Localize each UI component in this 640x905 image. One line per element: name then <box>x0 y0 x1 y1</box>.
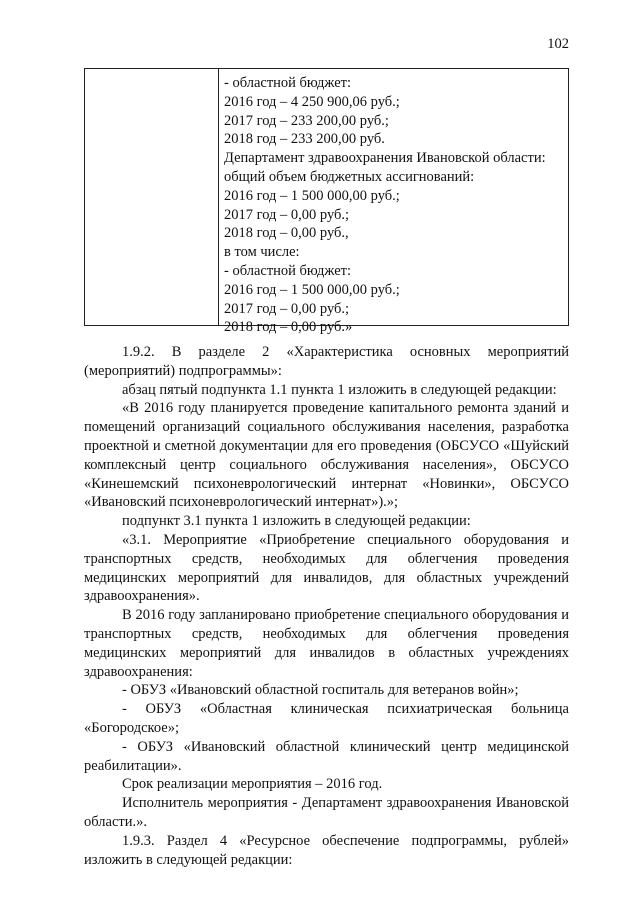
table-line: 2016 год – 1 500 000,00 руб.; <box>224 187 400 204</box>
paragraph-capital-repair: «В 2016 году планируется проведение капитального ремонта зданий и помещений организаций социального обслуживания населения, разработка проектной и сметной документации для его проведения (ОБСУСО «Шуйский комплексный центр социального обслуживания населения», ОБСУСО «Кинешемский психоневрологический интернат «Новинки», ОБСУСО «Ивановский психоневрологический интернат»).»; <box>84 400 569 511</box>
paragraph-section-2-heading: 1.9.2. В разделе 2 «Характеристика основных мероприятий (мероприятий) подпрограммы»: <box>84 344 569 379</box>
table-line: Департамент здравоохранения Ивановской области: <box>224 150 546 167</box>
table-line: 2018 год – 0,00 руб., <box>224 225 349 242</box>
paragraph-subitem-3-1: подпункт 3.1 пункта 1 изложить в следующей редакции: <box>122 513 471 530</box>
paragraph-executor: Исполнитель мероприятия - Департамент здравоохранения Ивановской области.». <box>84 795 569 830</box>
table-line: 2018 год – 233 200,00 руб. <box>224 131 385 148</box>
table-left-cell <box>85 69 219 325</box>
table-line: - областной бюджет: <box>224 75 352 91</box>
page-number: 102 <box>547 36 569 52</box>
paragraph-section-4: 1.9.3. Раздел 4 «Ресурсное обеспечение подпрограммы, рублей» изложить в следующей редакции: <box>84 832 569 868</box>
paragraph-rehab-center: - ОБУЗ «Ивановский областной клинический центр медицинской реабилитации». <box>84 738 569 774</box>
table-line: 2017 год – 233 200,00 руб.; <box>224 112 389 129</box>
paragraph-equipment-2016: В 2016 году запланировано приобретение специального оборудования и транспортных средств, необходимых для облегчения проведения медицинских мероприятий для инвалидов в областных учреждениях здравоохранения: <box>84 607 569 680</box>
table-line: 2018 год – 0,00 руб.» <box>224 319 353 336</box>
table-line: 2016 год – 1 500 000,00 руб.; <box>224 281 400 298</box>
paragraph-subitem-1-1: абзац пятый подпункта 1.1 пункта 1 изложить в следующей редакции: <box>122 381 557 398</box>
document-body <box>84 343 569 869</box>
table-line: - областной бюджет: <box>224 262 352 279</box>
paragraph-term: Срок реализации мероприятия – 2016 год. <box>122 776 383 793</box>
paragraph-hospital-veterans: - ОБУЗ «Ивановский областной госпиталь для ветеранов войн»; <box>122 682 519 699</box>
paragraph-psychiatric-hospital: - ОБУЗ «Областная клиническая психиатрическая больница «Богородское»; <box>84 701 569 736</box>
paragraph-measure-3-1: «3.1. Мероприятие «Приобретение специального оборудования и транспортных средств, необходимых для облегчения проведения медицинских мероприятий для инвалидов, для областных учреждений здравоохранения». <box>84 531 569 605</box>
funding-table <box>84 68 569 336</box>
table-right-cell <box>219 69 568 336</box>
table-line: 2017 год – 0,00 руб.; <box>224 206 350 223</box>
table-line: 2016 год – 4 250 900,06 руб.; <box>224 93 400 110</box>
table-line: общий объем бюджетных ассигнований: <box>224 168 475 185</box>
table-line: в том числе: <box>224 244 300 261</box>
table-line: 2017 год – 0,00 руб.; <box>224 300 350 317</box>
